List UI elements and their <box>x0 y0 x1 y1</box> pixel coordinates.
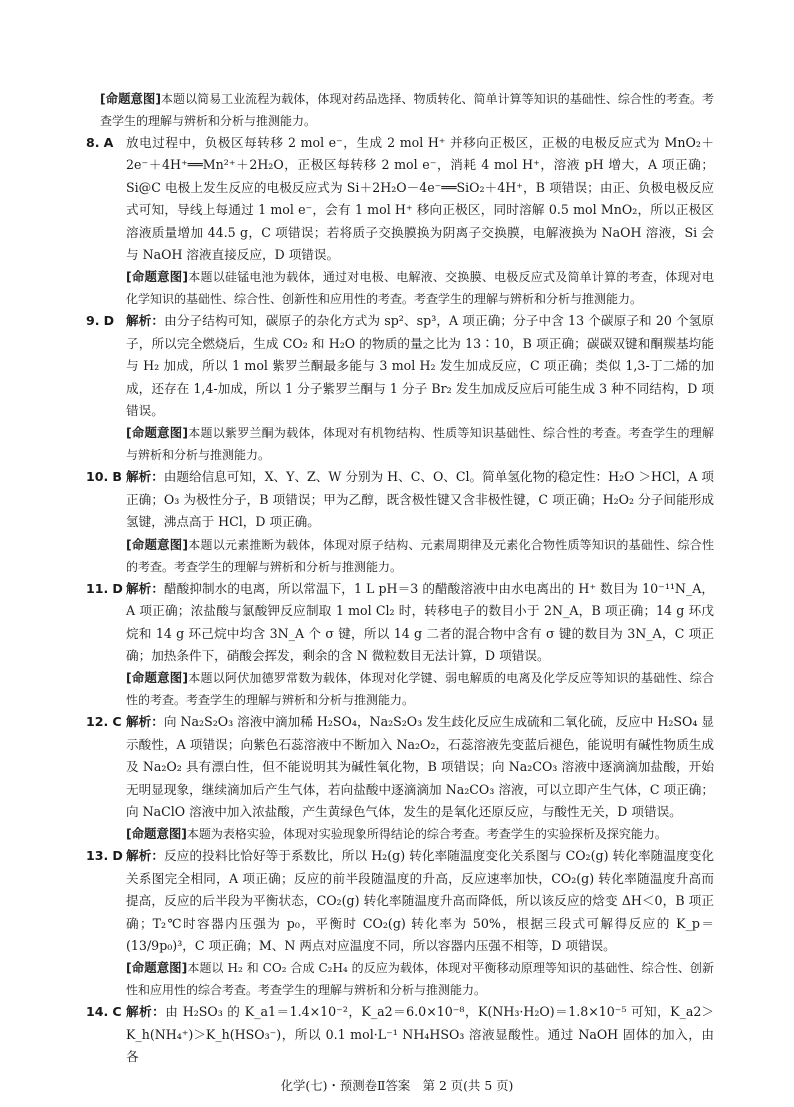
answer-item-8 <box>86 132 714 266</box>
item-explanation <box>126 310 714 422</box>
intent-tag: [命题意图] <box>126 536 189 552</box>
intent-text: 本题以紫罗兰酮为载体，体现对有机物结构、性质等知识基础性、综合性的考查。考查学生的理解与辨析和分析与推测能力。 <box>126 426 714 463</box>
intent-block-11 <box>86 667 714 711</box>
answer-item-11 <box>86 578 714 668</box>
answer-item-9 <box>86 310 714 422</box>
intent-block-9 <box>86 422 714 466</box>
intent-tag: [命题意图] <box>126 960 188 976</box>
intent-text: 本题以简易工业流程为载体，体现对药品选择、物质转化、简单计算等知识的基础性、综合性的考查。考查学生的理解与辨析和分析与推测能力。 <box>100 92 714 128</box>
item-number: 12. C <box>86 714 122 730</box>
intent-block-13 <box>86 957 714 1001</box>
intent-tag: [命题意图] <box>126 670 189 686</box>
item-explanation <box>126 132 714 266</box>
explanation-text: 放电过程中，负极区每转移 2 mol e⁻，生成 2 mol H⁺ 并移向正极区，正极的电极反应式为 MnO₂＋2e⁻＋4H⁺══Mn²⁺＋2H₂O，正极区每转移 2 mol e⁻，消耗 4 mol H⁺，溶液 pH 增大，A 项正确；Si@C 电极上发生反应的电极反应式为 Si＋2H₂O－4e⁻══SiO₂＋4H⁺，B 项错误；由正、负极电极反应式可知，导线上每通过 1 mol e⁻，会有 1 mol H⁺ 移向正极区，同时溶解 0.5 mol MnO₂，所以正极区溶液质量增加 44.5 g，C 项错误；若将质子交换膜换为阴离子交换膜，电解液换为 NaOH 溶液，Si 会与 NaOH 溶液直接反应，D 项错误。 <box>126 135 714 263</box>
intent-text: 本题以阿伏加德罗常数为载体，体现对化学键、弱电解质的电离及化学反应等知识的基础性、综合性的考查。考查学生的理解与辨析和分析与推测能力。 <box>126 671 714 708</box>
intent-text: 本题以元素推断为载体，体现对原子结构、元素周期律及元素化合物性质等知识的基础性、综合性的考查。考查学生的理解与辨析和分析与推测能力。 <box>126 537 714 574</box>
analysis-label: 解析： <box>126 1004 166 1020</box>
intent-tag: [命题意图] <box>126 425 189 441</box>
item-explanation <box>126 466 714 533</box>
intent-block-8 <box>86 266 714 310</box>
analysis-label: 解析： <box>126 469 164 485</box>
answer-item-12 <box>86 711 714 823</box>
item-number: 8. A <box>86 135 114 150</box>
intent-tag: [命题意图] <box>100 91 161 106</box>
intent-text: 本题为表格实验，体现对实验现象所得结论的综合考查。考查学生的实验探析及探究能力。 <box>186 827 667 842</box>
item-number: 13. D <box>86 848 123 864</box>
intent-text: 本题以硅锰电池为载体，通过对电极、电解液、交换膜、电极反应式及简单计算的考查，体现对电化学知识的基础性、综合性、创新性和应用性的考查。考查学生的理解与辨析和分析与推测能力。 <box>126 270 714 307</box>
explanation-text: 由 H₂SO₃ 的 K_a1＝1.4×10⁻²，K_a2＝6.0×10⁻⁸，K(NH₃·H₂O)＝1.8×10⁻⁵ 可知，K_a2＞K_h(NH₄⁺)＞K_h(HSO₃⁻)，所以 0.1 mol·L⁻¹ NH₄HSO₃ 溶液显酸性。通过 NaOH 固体的加入，由各 <box>126 1004 714 1065</box>
explanation-text: 醋酸抑制水的电离，所以常温下，1 L pH＝3 的醋酸溶液中由水电离出的 H⁺ 数目为 10⁻¹¹N_A，A 项正确；浓盐酸与氯酸钾反应制取 1 mol Cl₂ 时，转移电子的数目小于 2N_A，B 项正确；14 g 环戊烷和 14 g 环己烷中均含 3N_A 个 σ 键，所以 14 g 二者的混合物中含有 σ 键的数目为 3N_A，C 项正确；加热条件下，硝酸会挥发，剩余的含 N 微粒数目无法计算，D 项错误。 <box>126 580 715 663</box>
explanation-text: 向 Na₂S₂O₃ 溶液中滴加稀 H₂SO₄，Na₂S₂O₃ 发生歧化反应生成硫和二氧化硫，反应中 H₂SO₄ 显示酸性，A 项错误；向紫色石蕊溶液中不断加入 Na₂O₂，石蕊溶液先变蓝后褪色，能说明有碱性物质生成及 Na₂O₂ 具有漂白性，但不能说明其为碱性氧化物，B 项错误；向 Na₂CO₃ 溶液中逐滴滴加盐酸，开始无明显现象，继续滴加后产生气体，若向盐酸中逐滴滴加 Na₂CO₃ 溶液，可以立即产生气体，C 项正确；向 NaClO 溶液中加入浓盐酸，产生黄绿色气体，发生的是氧化还原反应，与酸性无关，D 项错误。 <box>126 714 714 819</box>
analysis-label: 解析： <box>126 714 164 730</box>
intent-tag: [命题意图] <box>126 826 187 842</box>
answer-page <box>86 88 714 1069</box>
answer-item-13 <box>86 845 714 957</box>
item-number: 10. B <box>86 469 122 485</box>
item-number: 11. D <box>86 580 123 596</box>
intent-block-7 <box>86 88 714 132</box>
intent-block-12 <box>86 823 714 845</box>
item-number: 9. D <box>86 313 115 329</box>
item-explanation <box>126 845 714 957</box>
intent-block-10 <box>86 534 714 578</box>
analysis-label: 解析： <box>126 580 164 596</box>
page-footer: 化学(七)・预测卷Ⅱ答案 第 2 页(共 5 页) <box>280 1078 514 1093</box>
item-explanation <box>126 578 714 668</box>
explanation-text: 由分子结构可知，碳原子的杂化方式为 sp²、sp³，A 项正确；分子中含 13 个碳原子和 20 个氢原子，所以完全燃烧后，生成 CO₂ 和 H₂O 的物质的量之比为 13∶10，B 项正确；碳碳双键和酮羰基均能与 H₂ 加成，所以 1 mol 紫罗兰酮最多能与 3 mol H₂ 发生加成反应，C 项正确；类似 1,3-丁二烯的加成，还存在 1,4-加成，所以 1 分子紫罗兰酮与 1 分子 Br₂ 发生加成反应后可能生成 3 种不同结构，D 项错误。 <box>126 313 715 419</box>
intent-tag: [命题意图] <box>126 269 189 285</box>
intent-text: 本题以 H₂ 和 CO₂ 合成 C₂H₄ 的反应为载体，体现对平衡移动原理等知识的基础性、综合性、创新性和应用性的综合考查。考查学生的理解与辨析和分析与推测能力。 <box>126 961 715 998</box>
explanation-text: 由题给信息可知，X、Y、Z、W 分别为 H、C、O、Cl。简单氢化物的稳定性：H₂O ＞HCl，A 项正确；O₃ 为极性分子，B 项错误；甲为乙醇，既含极性键又含非极性键，C 项正确；H₂O₂ 分子间能形成氢键，沸点高于 HCl，D 项正确。 <box>126 469 714 530</box>
answer-item-14 <box>86 1001 714 1068</box>
item-explanation <box>126 711 714 823</box>
answer-item-10 <box>86 466 714 533</box>
explanation-text: 反应的投料比恰好等于系数比，所以 H₂(g) 转化率随温度变化关系图与 CO₂(g) 转化率随温度变化关系图完全相同，A 项正确；反应的前半段随温度的升高，反应速率加快，CO₂(g) 转化率随温度升高而提高，反应的后半段为平衡状态，CO₂(g) 转化率随温度升高而降低，所以该反应的焓变 ΔH＜0，B 项正确；T₂℃时容器内压强为 p₀，平衡时 CO₂(g) 转化率为 50%，根据三段式可解得反应的 K_p＝(13/9p₀)³，C 项正确；M、N 两点对应温度不同，所以容器内压强不相等，D 项错误。 <box>126 848 714 953</box>
analysis-label: 解析： <box>126 848 165 864</box>
item-explanation <box>126 1001 714 1068</box>
item-number: 14. C <box>86 1004 122 1020</box>
analysis-label: 解析： <box>126 313 165 329</box>
